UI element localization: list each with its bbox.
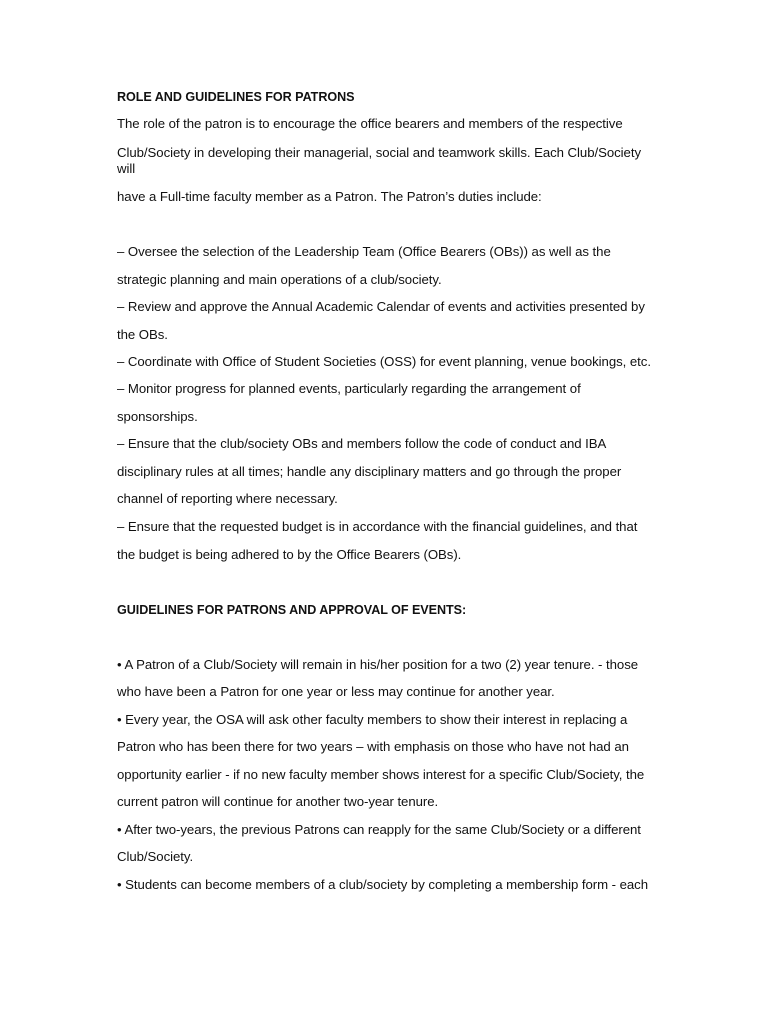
duty-line: – Coordinate with Office of Student Societies (OSS) for event planning, venue bookings, etc. [117, 354, 651, 369]
guideline-line: • Students can become members of a club/society by completing a membership form - each [117, 877, 648, 892]
duty-line: – Review and approve the Annual Academic Calendar of events and activities presented by [117, 299, 645, 314]
guideline-line: who have been a Patron for one year or less may continue for another year. [117, 684, 555, 699]
guideline-line: Club/Society. [117, 849, 194, 864]
duty-line: the OBs. [117, 327, 168, 342]
guideline-line: • A Patron of a Club/Society will remain in his/her position for a two (2) year tenure. - those [117, 657, 639, 672]
duty-line: – Ensure that the requested budget is in accordance with the financial guidelines, and that [117, 519, 638, 534]
guideline-line: opportunity earlier - if no new faculty member shows interest for a specific Club/Society, the [117, 767, 645, 782]
intro-line: have a Full-time faculty member as a Patron. The Patron’s duties include: [117, 189, 542, 204]
guideline-line: • Every year, the OSA will ask other faculty members to show their interest in replacing a [117, 712, 628, 727]
intro-line: Club/Society in developing their managerial, social and teamwork skills. Each Club/Society [117, 145, 641, 160]
intro-line: will [117, 161, 136, 176]
duty-line: – Ensure that the club/society OBs and members follow the code of conduct and IBA [117, 436, 607, 451]
guideline-line: • After two-years, the previous Patrons can reapply for the same Club/Society or a different [117, 822, 641, 837]
heading-guidelines-events: GUIDELINES FOR PATRONS AND APPROVAL OF EVENTS: [117, 603, 467, 617]
intro-line: The role of the patron is to encourage the office bearers and members of the respective [117, 116, 623, 131]
duty-line: – Monitor progress for planned events, particularly regarding the arrangement of [117, 381, 581, 396]
duty-line: channel of reporting where necessary. [117, 491, 338, 506]
duty-line: the budget is being adhered to by the Office Bearers (OBs). [117, 547, 462, 562]
guideline-line: current patron will continue for another two-year tenure. [117, 794, 439, 809]
duty-line: disciplinary rules at all times; handle any disciplinary matters and go through the proper [117, 464, 622, 479]
guideline-line: Patron who has been there for two years – with emphasis on those who have not had an [117, 739, 629, 754]
duty-line: – Oversee the selection of the Leadership Team (Office Bearers (OBs)) as well as the [117, 244, 611, 259]
duty-line: strategic planning and main operations of a club/society. [117, 272, 442, 287]
duty-line: sponsorships. [117, 409, 198, 424]
heading-role-guidelines: ROLE AND GUIDELINES FOR PATRONS [117, 90, 355, 104]
